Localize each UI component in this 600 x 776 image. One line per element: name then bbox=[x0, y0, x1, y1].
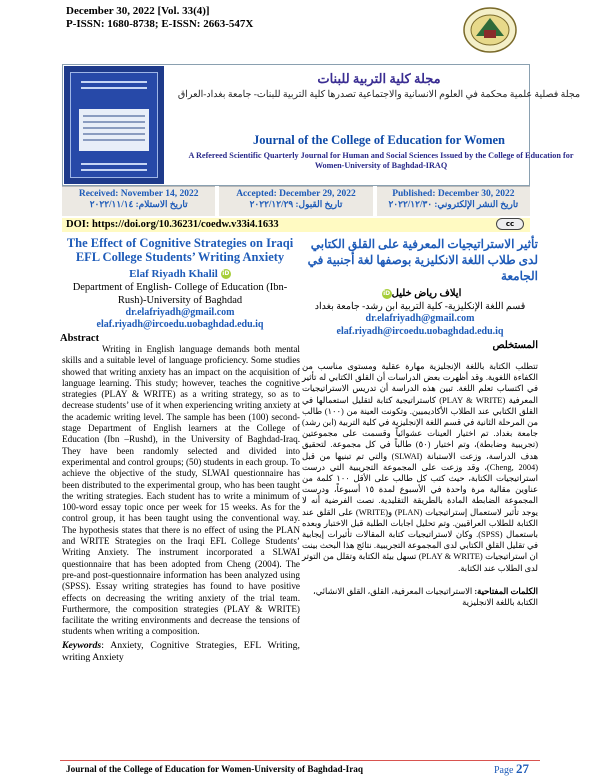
published-date: Published: December 30, 2022 bbox=[392, 189, 515, 199]
journal-arabic-title: مجلة كلية التربية للبنات bbox=[317, 71, 441, 86]
keywords-text-arabic: الاستراتيجيات المعرفية، القلق، القلق الانشائي، الكتابة باللغة الانجليزية bbox=[313, 586, 538, 607]
author-arabic bbox=[302, 288, 538, 299]
accepted-date-box bbox=[219, 186, 372, 216]
footer-divider bbox=[60, 760, 540, 761]
page-label: Page bbox=[494, 765, 514, 776]
keywords-text: : Anxiety, Cognitive Strategies, EFL Writing, writing Anxiety bbox=[62, 639, 300, 663]
abstract-body: Writing in English language demands both mental skills and a suitable level of language proficiency. Some studies showed that writing anxiety has an impact on the acquisition of language learning. This study; however, teaches the cognitive strategies (PLAY & WRITE) as a writing strategy, so as to decrease students’ use of it when experiencing writing anxiety at the academic writing level. The sample has been (100) second-stage Department of English learners at the College of Education (Ibn –Rushd), in the University of Baghdad-Iraq. They have been randomly selected and divided into experimental and control groups; (50) students in each group. To achieve the objective of the study, SLWAI questionnaire has been distributed to the experimental group, who has been taught the writing strategies. Each student has to write a minimum of 100-word essay topic once per week for 15 weeks. As for the control group, it has been taught using the conventional way. The hypothesis states that there is no effect of using the PLAN and WRITE Strategies on the Iraqi EFL College Students’ Writing Anxiety. The instrument incorporated a SLWAI questionnaire that has been adopted from Cheng (2004). The pre-and post-questionnaire information has been analyzed using (SPSS). Essay writing strategies has found to have positive effects on decreasing the writing anxiety of the trial team. Furthermore, the composition strategies (PLAY & WRITE) facilitate the writing environments and decrease the tensions of students when writing a composition. bbox=[62, 344, 301, 637]
issue-line: December 30, 2022 [Vol. 33(4)] bbox=[66, 5, 210, 17]
accepted-date-arabic: تاريخ القبول: ٢٠٢٢/١٢/٢٩ bbox=[249, 199, 343, 209]
journal-arabic-subtitle: مجلة فصلية علمية محكمة في العلوم الانسانية والاجتماعية تصدرها كلية التربية للبنات- جامعة بغداد-العراق bbox=[177, 90, 581, 100]
keywords-label-arabic: الكلمات المفتاحية: bbox=[474, 586, 538, 596]
creative-commons-icon[interactable]: cc bbox=[496, 218, 524, 230]
journal-cover-image bbox=[64, 66, 164, 184]
received-date-arabic: تاريخ الاستلام: ٢٠٢٢/١١/١٤ bbox=[89, 199, 188, 209]
published-date-box bbox=[377, 186, 530, 216]
email-link-2[interactable]: elaf.riyadh@ircoedu.uobaghdad.edu.iq bbox=[96, 319, 264, 330]
orcid-icon[interactable]: iD bbox=[222, 270, 230, 278]
email-link-arabic-2[interactable]: elaf.riyadh@ircoedu.uobaghdad.edu.iq bbox=[336, 326, 504, 337]
paper-title-arabic: تأثير الاستراتيجيات المعرفية على القلق الكتابي لدى طلاب اللغة الانكليزية بوصفها لغة أجنبية في الجامعة bbox=[307, 237, 538, 283]
author-name-arabic: ايلاف رياض خليل bbox=[391, 288, 462, 299]
english-column bbox=[60, 236, 300, 664]
published-date-arabic: تاريخ النشر الإلكتروني: ٢٠٢٢/١٢/٣٠ bbox=[388, 199, 519, 209]
email-link-arabic-1[interactable]: dr.elafriyadh@gmail.com bbox=[365, 313, 475, 324]
doi-link[interactable]: DOI: https://doi.org/10.36231/coedw.v33i4.1633 bbox=[66, 219, 279, 230]
abstract-heading: Abstract bbox=[60, 333, 100, 344]
email-link-1[interactable]: dr.elafriyadh@gmail.com bbox=[125, 307, 235, 318]
affiliation-arabic: قسم اللغة الإنكليزية- كلية التربية ابن رشد- جامعة بغداد bbox=[314, 302, 526, 312]
keywords-arabic bbox=[302, 586, 538, 608]
page-number bbox=[494, 761, 529, 776]
author-english bbox=[60, 268, 300, 280]
received-date: Received: November 14, 2022 bbox=[78, 189, 199, 199]
arabic-column bbox=[302, 236, 538, 608]
paper-title-english: The Effect of Cognitive Strategies on Iraqi EFL College Students’ Writing Anxiety bbox=[66, 236, 294, 264]
publication-dates bbox=[62, 186, 530, 216]
received-date-box bbox=[62, 186, 215, 216]
issue-meta bbox=[66, 5, 253, 31]
university-seal-logo bbox=[462, 6, 518, 54]
abstract-heading-arabic: المستخلص bbox=[492, 340, 538, 351]
accepted-date: Accepted: December 29, 2022 bbox=[236, 189, 356, 199]
abstract-body-arabic: تتطلب الكتابة باللغة الإنجليزية مهارة عقلية ومستوى مناسب من الكفاءة اللغوية. وقد أظهرت بعض الدراسات أن القلق الكتابي له تأثير في اكتساب تعلم اللغة. تبين هذه الدراسة أن تدريس الاستراتيجيات المعرفية (PLAY & WRITE) كاستراتيجية كتابة لتقليل استعمالها في القلق الكتابي عند الطلاب الأكاديميين. وتكونت العينة من (١٠٠) طالب من المرحلة الثانية في قسم اللغة الإنجليزية في كلية التربية (ابن رشد) جامعة بغداد. تم اختيار العينات عشوائياً وقسمت على مجموعتين (تجريبية وضابطة)، وتم اختيار (٥٠) طالباً في كل مجموعة. لتحقيق هدف الدراسة، وزعت الاستبانة (SLWAI) والتي تم تبنيها من قبل (Cheng, 2004)، وقد وزعت على المجموعة التجريبية التي درست استراتيجيات الكتابة، حيث كتب كل طالب على الأقل ١٠٠ كلمة من عناوين مقالية مرة واحدة في الأسبوع لمدة ١٥ أسبوعاً، ودرست المجموعة الضابطة المادة بالطريقة التقليدية. نصت الفرضية أنه لا يوجد تأثير لاستعمال إستراتيجيات (PLAN) و(WRITE) على القلق عند الكتابة للطلاب العراقيين. وتم تحليل اجابات الطلبة قبل الاختبار وبعده باستعمال (SPSS). وكان لاستراتيجيات كتابة المقالات تأثيرات إيجابية في تقليل القلق الكتابي لدى المجموعة التجريبية. نتائج هذا البحث بينت ان استراتيجيات (PLAY & WRITE) تسهل بيئة الكتابة وتقلل من التوتر لدى الطلاب عند الكتابة. bbox=[302, 362, 539, 573]
page-number-value: 27 bbox=[515, 761, 529, 776]
affiliation-english: Department of English- College of Education (Ibn-Rush)-University of Baghdad bbox=[72, 282, 288, 306]
footer-journal-name: Journal of the College of Education for Women-University of Baghdad-Iraq bbox=[66, 764, 363, 774]
keywords-english bbox=[62, 640, 300, 664]
keywords-label: Keywords bbox=[62, 639, 102, 651]
author-name: Elaf Riyadh Khalil bbox=[129, 268, 218, 280]
journal-banner bbox=[62, 64, 581, 186]
orcid-icon-arabic[interactable]: iD bbox=[383, 289, 391, 297]
journal-english-title: Journal of the College of Education for Women bbox=[253, 133, 505, 147]
issn-line: P-ISSN: 1680-8738; E-ISSN: 2663-547X bbox=[66, 18, 254, 30]
journal-english-subtitle: A Refereed Scientific Quarterly Journal for Human and Social Sciences Issued by the College of Education for Women-University of Baghdad-IRAQ bbox=[188, 151, 574, 170]
